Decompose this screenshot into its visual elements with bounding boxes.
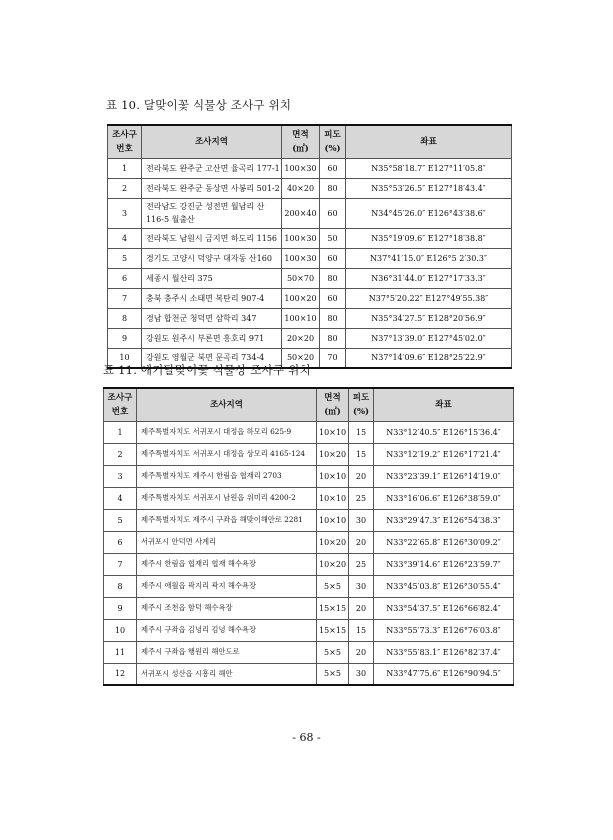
- cell-coord: N35°34′27.5″ E128°20′56.9″: [346, 308, 512, 328]
- cell-area: 200×40: [282, 198, 320, 228]
- cell-area: 10×10: [317, 487, 349, 509]
- cell-no: 6: [108, 268, 142, 288]
- cell-region: 제주시 구좌읍 행원리 해안도로: [137, 641, 317, 663]
- cell-area: 100×20: [282, 288, 320, 308]
- cell-cover: 60: [320, 198, 346, 228]
- cell-no: 6: [104, 531, 137, 553]
- cell-area: 15×15: [317, 597, 349, 619]
- cell-cover: 25: [349, 553, 374, 575]
- table-11: [103, 387, 514, 686]
- cell-coord: N37°13′39.0″ E127°45′02.0″: [346, 328, 512, 348]
- cell-coord: N37°5′20.22″ E127°49′55.38″: [346, 288, 512, 308]
- table-row: [108, 178, 512, 198]
- cell-cover: 15: [349, 421, 374, 443]
- cell-no: 5: [108, 248, 142, 268]
- cell-cover: 20: [349, 531, 374, 553]
- cell-cover: 30: [349, 663, 374, 685]
- cell-area: 100×30: [282, 228, 320, 248]
- cell-region: 제주시 조천읍 함덕 해수욕장: [137, 597, 317, 619]
- table-10: [107, 124, 512, 369]
- header-coord: 좌표: [346, 125, 512, 158]
- cell-no: 1: [108, 158, 142, 178]
- cell-cover: 20: [349, 465, 374, 487]
- cell-area: 10×10: [317, 509, 349, 531]
- cell-coord: N33°16′06.6″ E126°38′59.0″: [374, 487, 514, 509]
- cell-cover: 80: [320, 268, 346, 288]
- cell-region: 서귀포시 안덕면 사계리: [137, 531, 317, 553]
- cell-area: 100×30: [282, 158, 320, 178]
- table-11-body: [104, 421, 514, 685]
- header-area: 면적 (㎡): [317, 388, 349, 421]
- table-row: [104, 443, 514, 465]
- cell-no: 8: [108, 308, 142, 328]
- table-row: [104, 575, 514, 597]
- table-row: [108, 268, 512, 288]
- header-region: 조사지역: [137, 388, 317, 421]
- cell-coord: N35°53′26.5″ E127°18′43.4″: [346, 178, 512, 198]
- cell-region: 충북 충주시 소태면 복탄리 907-4: [142, 288, 282, 308]
- cell-cover: 80: [320, 328, 346, 348]
- cell-region: 전라남도 강진군 성전면 월남리 산116-5 월출산: [142, 198, 282, 228]
- header-no: 조사구 번호: [104, 388, 137, 421]
- header-area: 면적 (㎡): [282, 125, 320, 158]
- cell-region: 경남 합천군 청덕면 삼학리 347: [142, 308, 282, 328]
- cell-area: 10×10: [317, 421, 349, 443]
- cell-coord: N35°58′18.7″ E127°11′05.8″: [346, 158, 512, 178]
- cell-cover: 20: [349, 641, 374, 663]
- cell-coord: N36°31′44.0″ E127°17′33.3″: [346, 268, 512, 288]
- cell-coord: N33°22′65.8″ E126°30′09.2″: [374, 531, 514, 553]
- cell-cover: 80: [320, 308, 346, 328]
- cell-cover: 15: [349, 443, 374, 465]
- table-row: [104, 641, 514, 663]
- cell-area: 10×20: [317, 553, 349, 575]
- cell-coord: N33°39′14.6″ E126°23′59.7″: [374, 553, 514, 575]
- cell-no: 10: [108, 348, 142, 368]
- cell-coord: N34°45′26.0″ E126°43′38.6″: [346, 198, 512, 228]
- cell-no: 3: [104, 465, 137, 487]
- cell-no: 8: [104, 575, 137, 597]
- cell-cover: 70: [320, 348, 346, 368]
- table-row: [104, 663, 514, 685]
- header-coord: 좌표: [374, 388, 514, 421]
- cell-area: 10×20: [317, 531, 349, 553]
- cell-coord: N37°41′15.0″ E126°5 2′30.3″: [346, 248, 512, 268]
- table-11-caption: 표 11. 애기달맞이꽃 식물상 조사구 위치: [103, 363, 311, 377]
- cell-no: 1: [104, 421, 137, 443]
- table-row: [108, 248, 512, 268]
- cell-region: 제주특별자치도 제주시 한림읍 협재리 2703: [137, 465, 317, 487]
- cell-no: 7: [108, 288, 142, 308]
- cell-region: 제주특별자치도 서귀포시 남원읍 위미리 4200-2: [137, 487, 317, 509]
- cell-region: 강원도 원주시 부론면 흥호리 971: [142, 328, 282, 348]
- cell-area: 5×5: [317, 641, 349, 663]
- cell-no: 11: [104, 641, 137, 663]
- cell-area: 10×20: [317, 443, 349, 465]
- cell-area: 5×5: [317, 575, 349, 597]
- cell-area: 100×10: [282, 308, 320, 328]
- cell-no: 2: [104, 443, 137, 465]
- table-row: [108, 308, 512, 328]
- cell-region: 제주시 구좌읍 김녕리 김녕 해수욕장: [137, 619, 317, 641]
- table-row: [104, 553, 514, 575]
- cell-coord: N33°54′37.5″ E126°66′82.4″: [374, 597, 514, 619]
- cell-cover: 80: [320, 178, 346, 198]
- cell-coord: N33°29′47.3″ E126°54′38.3″: [374, 509, 514, 531]
- table-10-body: [108, 158, 512, 368]
- cell-coord: N33°55′83.1″ E126°82′37.4″: [374, 641, 514, 663]
- cell-region: 제주시 애월읍 곽지리 곽지 해수욕장: [137, 575, 317, 597]
- cell-cover: 60: [320, 158, 346, 178]
- cell-cover: 60: [320, 248, 346, 268]
- table-row: [104, 487, 514, 509]
- cell-no: 10: [104, 619, 137, 641]
- cell-area: 50×20: [282, 348, 320, 368]
- header-cover: 피도 (%): [320, 125, 346, 158]
- cell-coord: N33°12′40.5″ E126°15′36.4″: [374, 421, 514, 443]
- table-row: [104, 619, 514, 641]
- cell-region: 제주특별자치도 서귀포시 대정읍 상모리 4165-124: [137, 443, 317, 465]
- cell-region: 세종시 월산리 375: [142, 268, 282, 288]
- cell-no: 12: [104, 663, 137, 685]
- table-row: [108, 328, 512, 348]
- cell-coord: N35°19′09.6″ E127°18′38.8″: [346, 228, 512, 248]
- cell-region: 전라북도 남원시 금지면 하도리 1156: [142, 228, 282, 248]
- cell-region: 경기도 고양시 덕양구 대자동 산160: [142, 248, 282, 268]
- header-cover: 피도 (%): [349, 388, 374, 421]
- page-number: - 68 -: [292, 731, 321, 744]
- cell-cover: 60: [320, 288, 346, 308]
- cell-region: 제주시 한림읍 협재리 협재 해수욕장: [137, 553, 317, 575]
- table-row: [104, 509, 514, 531]
- cell-region: 강원도 영월군 북면 문곡리 734-4: [142, 348, 282, 368]
- cell-area: 10×10: [317, 465, 349, 487]
- table-row: [108, 198, 512, 228]
- cell-coord: N33°47′75.6″ E126°90′94.5″: [374, 663, 514, 685]
- cell-cover: 30: [349, 575, 374, 597]
- table-row: [104, 531, 514, 553]
- cell-coord: N37°14′09.6″ E128°25′22.9″: [346, 348, 512, 368]
- cell-coord: N33°55′73.3″ E126°76′03.8″: [374, 619, 514, 641]
- cell-region: 서귀포시 성산읍 시흥리 해안: [137, 663, 317, 685]
- cell-coord: N33°23′39.1″ E126°14′19.0″: [374, 465, 514, 487]
- cell-no: 3: [108, 198, 142, 228]
- cell-no: 9: [108, 328, 142, 348]
- cell-cover: 30: [349, 509, 374, 531]
- cell-cover: 15: [349, 619, 374, 641]
- cell-area: 100×30: [282, 248, 320, 268]
- cell-cover: 25: [349, 487, 374, 509]
- table-row: [108, 228, 512, 248]
- cell-coord: N33°45′03.8″ E126°30′55.4″: [374, 575, 514, 597]
- cell-area: 5×5: [317, 663, 349, 685]
- cell-no: 5: [104, 509, 137, 531]
- cell-area: 50×70: [282, 268, 320, 288]
- table-row: [104, 597, 514, 619]
- cell-coord: N33°12′19.2″ E126°17′21.4″: [374, 443, 514, 465]
- table-row: [104, 465, 514, 487]
- header-no: 조사구 번호: [108, 125, 142, 158]
- table-row: [108, 158, 512, 178]
- cell-no: 2: [108, 178, 142, 198]
- cell-region: 제주특별자치도 서귀포시 대정읍 하모리 625-9: [137, 421, 317, 443]
- table-10-caption: 표 10. 달맞이꽃 식물상 조사구 위치: [106, 98, 292, 112]
- cell-cover: 20: [349, 597, 374, 619]
- cell-no: 9: [104, 597, 137, 619]
- cell-cover: 50: [320, 228, 346, 248]
- cell-no: 7: [104, 553, 137, 575]
- table-row: [104, 421, 514, 443]
- cell-no: 4: [108, 228, 142, 248]
- header-region: 조사지역: [142, 125, 282, 158]
- cell-area: 15×15: [317, 619, 349, 641]
- cell-region: 전라북도 완주군 고산면 율곡리 177-1: [142, 158, 282, 178]
- cell-region: 전라북도 완주군 동상면 사봉리 501-2: [142, 178, 282, 198]
- table-row: [108, 288, 512, 308]
- cell-area: 40×20: [282, 178, 320, 198]
- cell-area: 20×20: [282, 328, 320, 348]
- cell-no: 4: [104, 487, 137, 509]
- cell-region: 제주특별자치도 제주시 구좌읍 해맞이해안로 2281: [137, 509, 317, 531]
